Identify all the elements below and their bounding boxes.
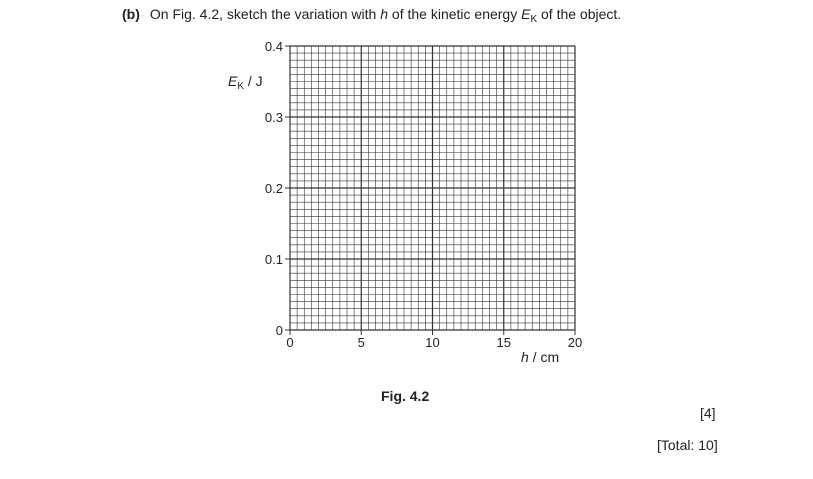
- question-text-middle: of the kinetic energy: [391, 6, 518, 22]
- x-axis-symbol: h: [521, 349, 529, 365]
- figure-caption: Fig. 4.2: [381, 388, 430, 404]
- variable-E: E: [521, 6, 531, 22]
- y-tick-label: 0.1: [264, 252, 283, 267]
- tick-labels: [265, 39, 582, 350]
- x-tick-label: 20: [567, 335, 583, 350]
- x-tick-label: 15: [496, 335, 511, 350]
- question-part-label: (b): [122, 6, 140, 22]
- x-tick-label: 5: [357, 335, 365, 350]
- x-axis-unit: / cm: [528, 349, 560, 365]
- question-text-after: of the object.: [541, 6, 622, 22]
- x-tick-label: 10: [425, 335, 440, 350]
- x-axis-label: [521, 349, 559, 365]
- y-axis-unit: / J: [244, 73, 263, 89]
- y-tick-label: 0.4: [264, 39, 283, 54]
- total-label: [Total: 10]: [657, 437, 718, 453]
- y-tick-label: 0.2: [264, 181, 283, 196]
- y-tick-label: 0.3: [264, 110, 283, 125]
- axis-ticks: [285, 46, 575, 335]
- variable-E-subscript: K: [530, 14, 538, 25]
- x-tick-label: 0: [286, 335, 294, 350]
- grid-lines: [290, 46, 575, 330]
- variable-h: h: [380, 6, 389, 22]
- marks-label: [4]: [700, 405, 716, 421]
- y-axis-subscript: K: [237, 81, 245, 92]
- question-text-before: On Fig. 4.2, sketch the variation with: [149, 6, 377, 22]
- y-axis-symbol: E: [228, 73, 238, 89]
- y-tick-label: 0: [275, 323, 283, 338]
